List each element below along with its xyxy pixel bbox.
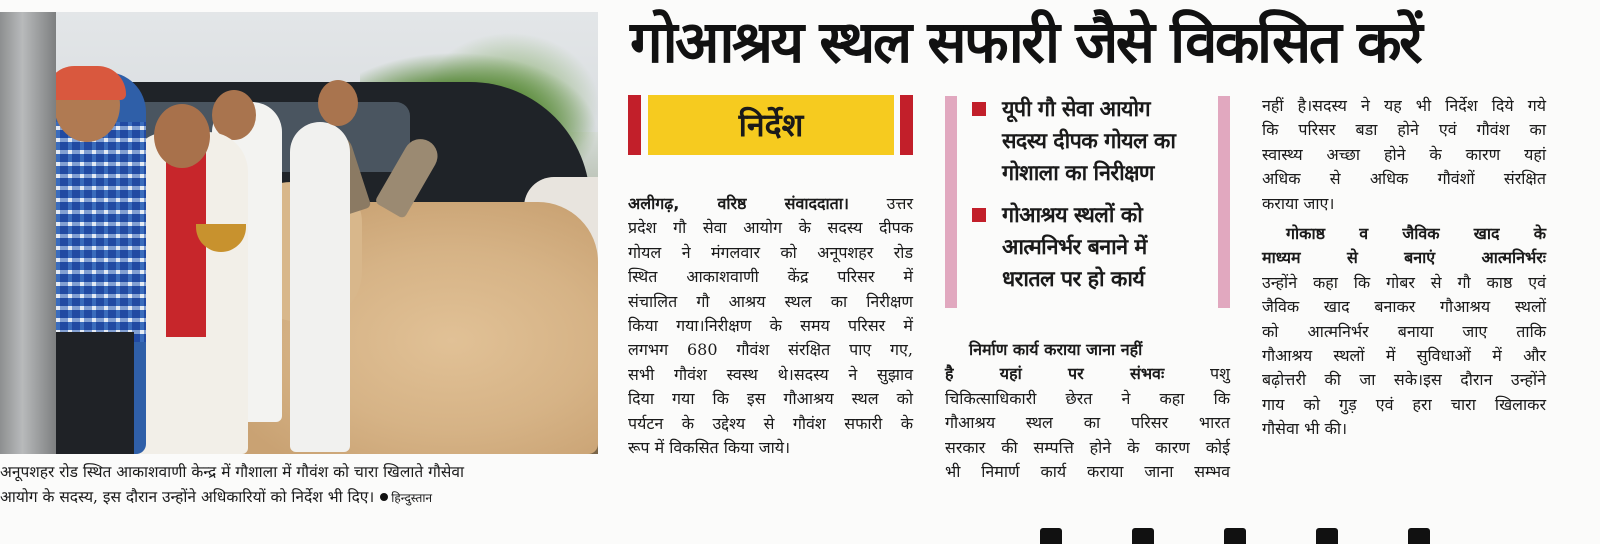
highlight-line: यूपी गौ सेवा आयोग — [1002, 97, 1150, 122]
label-bar-left — [628, 95, 641, 155]
highlight-bar-left — [945, 96, 957, 308]
body-line: बढ़ोत्तरी की जा सके।इस दौरान उन्होंने — [1262, 370, 1546, 390]
article-column-1 — [628, 192, 913, 460]
label-bar-right — [900, 95, 913, 155]
body-line — [628, 192, 913, 216]
subhead-text: है यहां पर संभवः — [945, 364, 1165, 384]
dateline: अलीगढ़, वरिष्ठ संवाददाता। — [628, 194, 849, 213]
body-line: रूप में विकसित किया जाये। — [628, 438, 791, 458]
highlight-line: सदस्य दीपक गोयल का — [1002, 129, 1176, 154]
highlight-item — [972, 94, 1207, 190]
body-line: गौआश्रय स्थल का परिसर भारत — [945, 413, 1230, 433]
body-line: स्थित आकाशवाणी केंद्र परिसर में — [628, 267, 913, 287]
article-column-3 — [1262, 94, 1546, 442]
subhead-text: गोकाष्ठ व जैविक खाद के — [1286, 224, 1546, 244]
square-bullet-icon — [972, 208, 986, 222]
caption-line-2 — [0, 485, 598, 511]
body-line: सभी गौवंश स्वस्थ थे।सदस्य ने सुझाव — [628, 364, 913, 384]
photo-caption — [0, 460, 598, 511]
body-line: गौसेवा भी की। — [1262, 419, 1348, 439]
body-line: पर्यटन के उद्देश्य से गौवंश सफारी के — [628, 413, 913, 433]
body-text: पशु — [1210, 364, 1231, 384]
highlight-line: गोशाला का निरीक्षण — [1002, 161, 1154, 186]
subhead-text: माध्यम से बनाएं आत्मनिर्भरः — [1262, 248, 1546, 268]
subhead-text: निर्माण कार्य कराया जाना नहीं — [969, 340, 1143, 359]
body-line: कराया जाए। — [1262, 193, 1335, 213]
body-line: को आत्मनिर्भर बनाया जाए ताकि — [1262, 321, 1546, 341]
square-bullet-icon — [972, 102, 986, 116]
body-line: उन्होंने कहा कि गोबर से गौ काष्ठ एवं — [1262, 272, 1546, 292]
body-text: उत्तर — [886, 194, 913, 213]
subhead-line — [945, 338, 1230, 362]
highlight-line: धरातल पर हो कार्य — [1002, 267, 1145, 292]
body-line: गाय को गुड़ एवं हरा चारा खिलाकर — [1262, 394, 1546, 414]
body-line: दिया गया कि इस गौआश्रय स्थल को — [628, 389, 913, 409]
body-line: लगभग 680 गौवंश संरक्षित पाए गए, — [628, 340, 913, 360]
section-label: निर्देश — [648, 95, 894, 155]
body-line: नहीं है।सदस्य ने यह भी निर्देश दिये गये — [1262, 96, 1546, 115]
body-line: कि परिसर बडा होने एवं गौवंश का — [1262, 120, 1546, 140]
body-line: गोयल ने मंगलवार को अनूपशहर रोड — [628, 242, 913, 262]
highlight-line: आत्मनिर्भर बनाने में — [1002, 235, 1147, 260]
body-line: भी निमार्ण कार्य कराया जाना सम्भव — [945, 462, 1230, 482]
bullet-icon — [380, 493, 388, 501]
article-column-2 — [945, 338, 1230, 484]
body-line: संचालित गौ आश्रय स्थल का निरीक्षण — [628, 291, 913, 311]
subhead-line — [1262, 222, 1546, 246]
body-line: जैविक खाद बनाकर गौआश्रय स्थलों — [1262, 297, 1546, 317]
body-line: किया गया।निरीक्षण के समय परिसर में — [628, 316, 913, 336]
body-line: चिकित्साधिकारी छेरत ने कहा कि — [945, 388, 1230, 408]
caption-line-2-text: आयोग के सदस्य, इस दौरान उन्होंने अधिकारियों को निर्देश भी दिए। — [0, 488, 375, 506]
highlight-line: गोआश्रय स्थलों को — [1002, 203, 1143, 228]
highlight-bar-right — [1218, 96, 1230, 308]
highlight-item — [972, 200, 1207, 296]
body-line: अधिक से अधिक गौवंशों संरक्षित — [1262, 169, 1546, 189]
next-article-cutoff — [1040, 528, 1540, 544]
body-line: प्रदेश गौ सेवा आयोग के सदस्य दीपक — [628, 218, 913, 238]
headline: गोआश्रय स्थल सफारी जैसे विकसित करें — [630, 8, 1421, 76]
subhead-line — [1262, 246, 1546, 270]
photo-credit: हिन्दुस्तान — [391, 491, 433, 505]
news-photo — [0, 12, 598, 454]
body-line: स्वास्थ्य अच्छा होने के कारण यहां — [1262, 144, 1546, 164]
body-line — [945, 362, 1230, 386]
body-line: सरकार की सम्पत्ति होने के कारण कोई — [945, 437, 1230, 457]
body-line: गौआश्रय स्थलों में सुविधाओं में और — [1262, 346, 1546, 366]
caption-line-1: अनूपशहर रोड स्थित आकाशवाणी केन्द्र में गौशाला में गौवंश को चारा खिलाते गौसेवा — [0, 463, 464, 481]
